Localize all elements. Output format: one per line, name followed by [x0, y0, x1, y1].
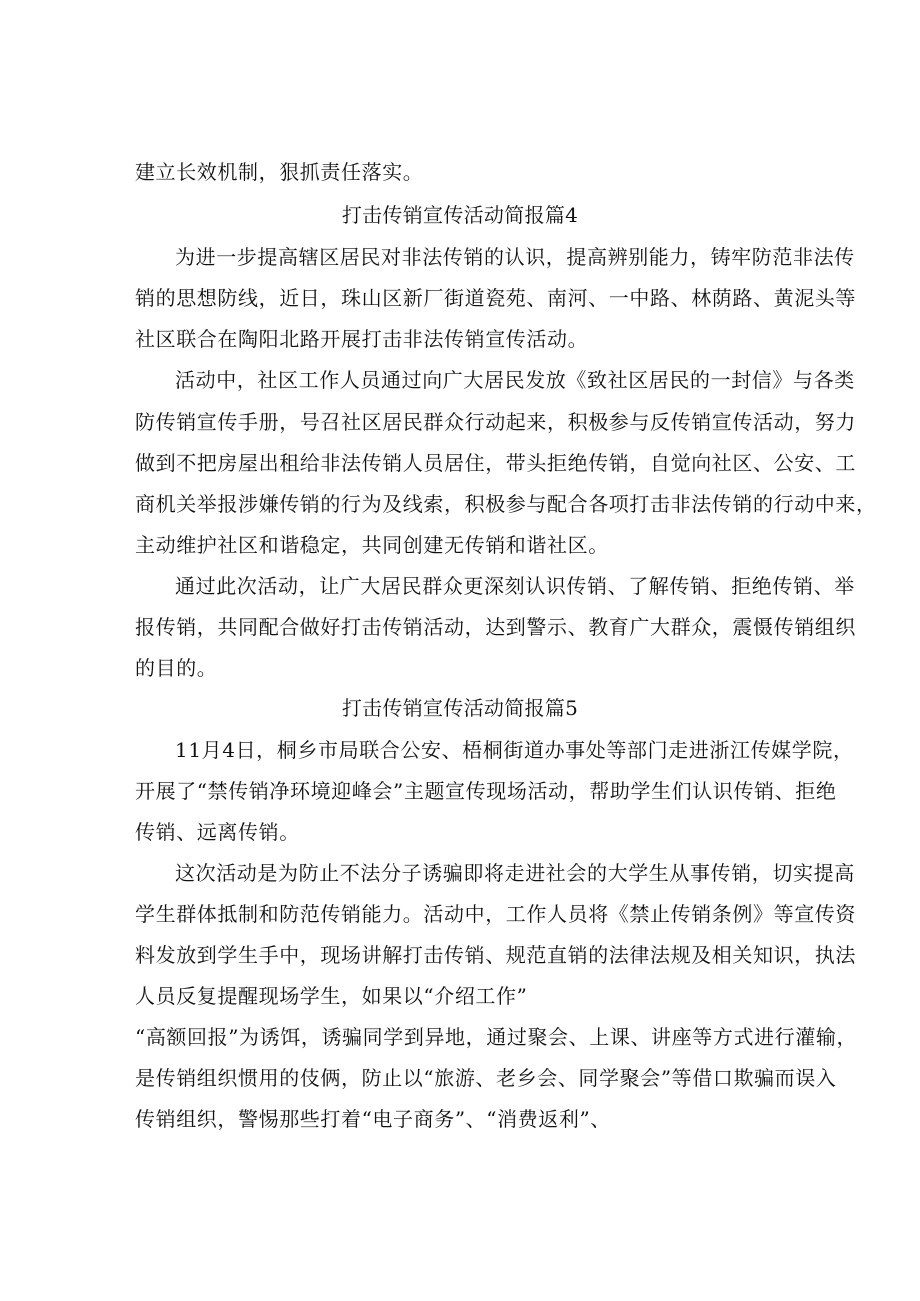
- section-heading-5: 打击传销宣传活动简报篇5: [341, 696, 579, 720]
- paragraph-line: 是传销组织惯用的伎俩，防止以“旅游、老乡会、同学聚会”等借口欺骗而误入: [135, 1066, 837, 1090]
- section-heading-4: 打击传销宣传活动简报篇4: [341, 203, 579, 227]
- paragraph-line: 主动维护社区和谐稳定，共同创建无传销和谐社区。: [135, 533, 609, 557]
- paragraph-line: 销的思想防线，近日，珠山区新厂街道瓷苑、南河、一中路、林荫路、黄泥头等: [135, 286, 856, 310]
- paragraph-line: 传销组织，警惕那些打着“电子商务”、“消费返利”、: [135, 1107, 611, 1131]
- paragraph-line: 的目的。: [135, 656, 218, 680]
- paragraph-line: 开展了“禁传销净环境迎峰会”主题宣传现场活动，帮助学生们认识传销、拒绝: [135, 779, 837, 803]
- paragraph-line: 11月4日，桐乡市局联合公安、梧桐街道办事处等部门走进浙江传媒学院，: [175, 738, 854, 762]
- paragraph-line: 报传销，共同配合做好打击传销活动，达到警示、教育广大群众，震慑传销组织: [135, 615, 856, 639]
- paragraph-line: 为进一步提高辖区居民对非法传销的认识，提高辨别能力，铸牢防范非法传: [175, 245, 855, 269]
- paragraph-line: 学生群体抵制和防范传销能力。活动中，工作人员将《禁止传销条例》等宣传资: [135, 902, 856, 926]
- paragraph-line: 通过此次活动，让广大居民群众更深刻认识传销、了解传销、拒绝传销、举: [175, 574, 855, 598]
- paragraph-line: 防传销宣传手册，号召社区居民群众行动起来，积极参与反传销宣传活动，努力: [135, 410, 856, 434]
- paragraph-line: 人员反复提醒现场学生，如果以“介绍工作”: [135, 984, 528, 1008]
- paragraph-line: 商机关举报涉嫌传销的行为及线索，积极参与配合各项打击非法传销的行动中来，: [135, 492, 877, 516]
- paragraph-line: 建立长效机制，狠抓责任落实。: [135, 160, 424, 184]
- paragraph-line: 传销、远离传销。: [135, 820, 300, 844]
- paragraph-line: 这次活动是为防止不法分子诱骗即将走进社会的大学生从事传销，切实提高: [175, 861, 855, 885]
- paragraph-line: 活动中，社区工作人员通过向广大居民发放《致社区居民的一封信》与各类: [175, 368, 855, 392]
- paragraph-line: “高额回报”为诱饵，诱骗同学到异地，通过聚会、上课、讲座等方式进行灌输，: [135, 1025, 858, 1049]
- paragraph-line: 料发放到学生手中，现场讲解打击传销、规范直销的法律法规及相关知识，执法: [135, 943, 856, 967]
- paragraph-line: 做到不把房屋出租给非法传销人员居住，带头拒绝传销，自觉向社区、公安、工: [135, 451, 856, 475]
- paragraph-line: 社区联合在陶阳北路开展打击非法传销宣传活动。: [135, 327, 589, 351]
